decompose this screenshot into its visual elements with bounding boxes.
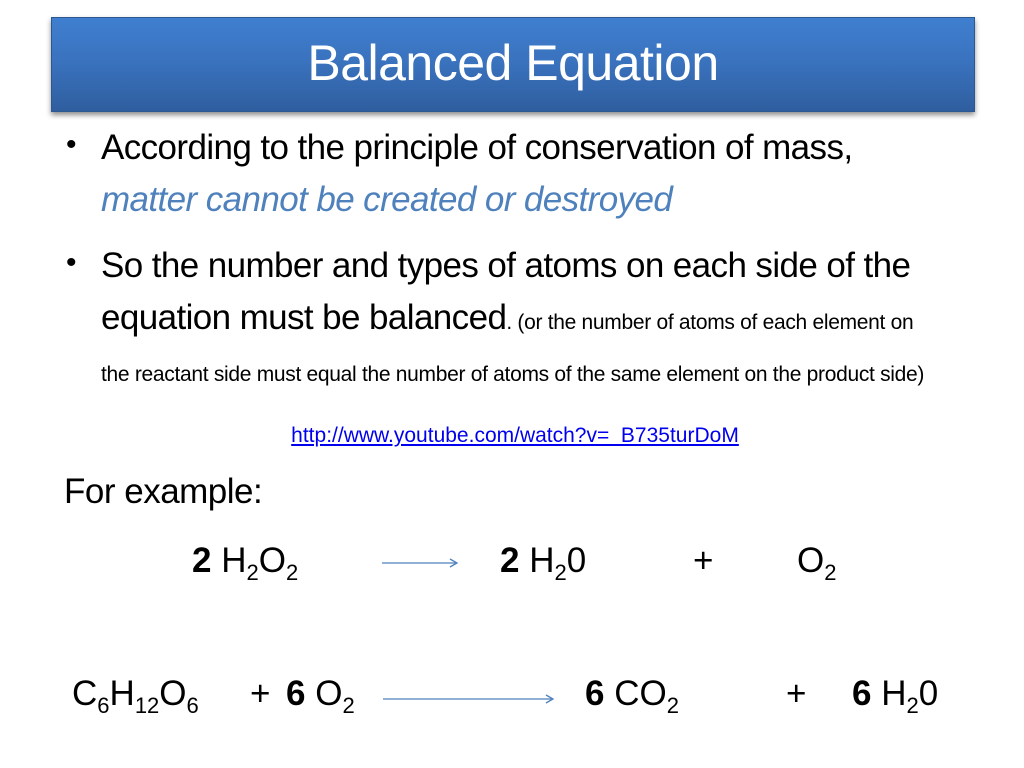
eq1-reactant-h2o2	[192, 541, 299, 585]
for-example-label: For example:	[64, 472, 263, 511]
element: O	[258, 541, 286, 580]
bullet-emphasis: matter cannot be created or destroyed	[101, 180, 673, 219]
subscript: 2	[246, 560, 259, 585]
title-bar	[51, 17, 975, 112]
element: O	[159, 674, 187, 713]
bullet-dot-icon: •	[66, 128, 77, 161]
element: CO	[614, 674, 667, 713]
eq2-reactant-glucose	[72, 674, 199, 718]
bullet-text: According to the principle of conservation of mass,	[101, 128, 853, 167]
element: C	[72, 674, 98, 713]
bullet-dot-icon: •	[66, 246, 77, 279]
element: H	[109, 674, 135, 713]
subscript: 2	[554, 560, 567, 585]
element: O	[315, 674, 343, 713]
bullet-note-period: .	[506, 311, 512, 334]
bullet-conservation	[66, 122, 946, 226]
subscript: 6	[97, 693, 110, 718]
subscript: 6	[186, 693, 199, 718]
subscript: 12	[134, 693, 160, 718]
eq2-product-co2	[585, 674, 679, 718]
eq2-reactant-o2	[286, 674, 355, 718]
subscript: 2	[906, 693, 919, 718]
reaction-arrow-icon	[380, 556, 460, 570]
link-line	[0, 424, 1024, 448]
coefficient: 2	[192, 541, 212, 580]
youtube-link[interactable]: http://www.youtube.com/watch?v=_B735turDoM	[291, 424, 739, 447]
element: H	[529, 541, 555, 580]
subscript: 2	[666, 693, 679, 718]
reaction-arrow-icon	[380, 692, 556, 706]
element: 0	[566, 541, 587, 580]
subscript: 2	[342, 693, 355, 718]
eq1-product-o2	[797, 541, 837, 585]
coefficient: 2	[500, 541, 520, 580]
eq1-plus: +	[693, 541, 714, 580]
slide-title: Balanced Equation	[307, 34, 719, 91]
eq2-product-h2o	[852, 674, 939, 718]
element: H	[881, 674, 907, 713]
eq1-product-h2o	[500, 541, 587, 585]
eq2-plus-1: +	[250, 674, 271, 713]
element: H	[221, 541, 247, 580]
eq2-plus-2: +	[786, 674, 807, 713]
element: 0	[918, 674, 939, 713]
bullet-note: (or the number of atoms of each element on the reactant side must equal the number of atoms of the same element on the product side)	[101, 311, 925, 386]
coefficient: 6	[585, 674, 605, 713]
bullet-balanced	[66, 240, 946, 396]
subscript: 2	[285, 560, 299, 585]
coefficient: 6	[286, 674, 306, 713]
coefficient: 6	[852, 674, 872, 713]
bullet-text: So the number and types of atoms on each side of the equation must be balanced	[101, 246, 911, 337]
subscript: 2	[824, 560, 837, 585]
element: O	[797, 541, 825, 580]
